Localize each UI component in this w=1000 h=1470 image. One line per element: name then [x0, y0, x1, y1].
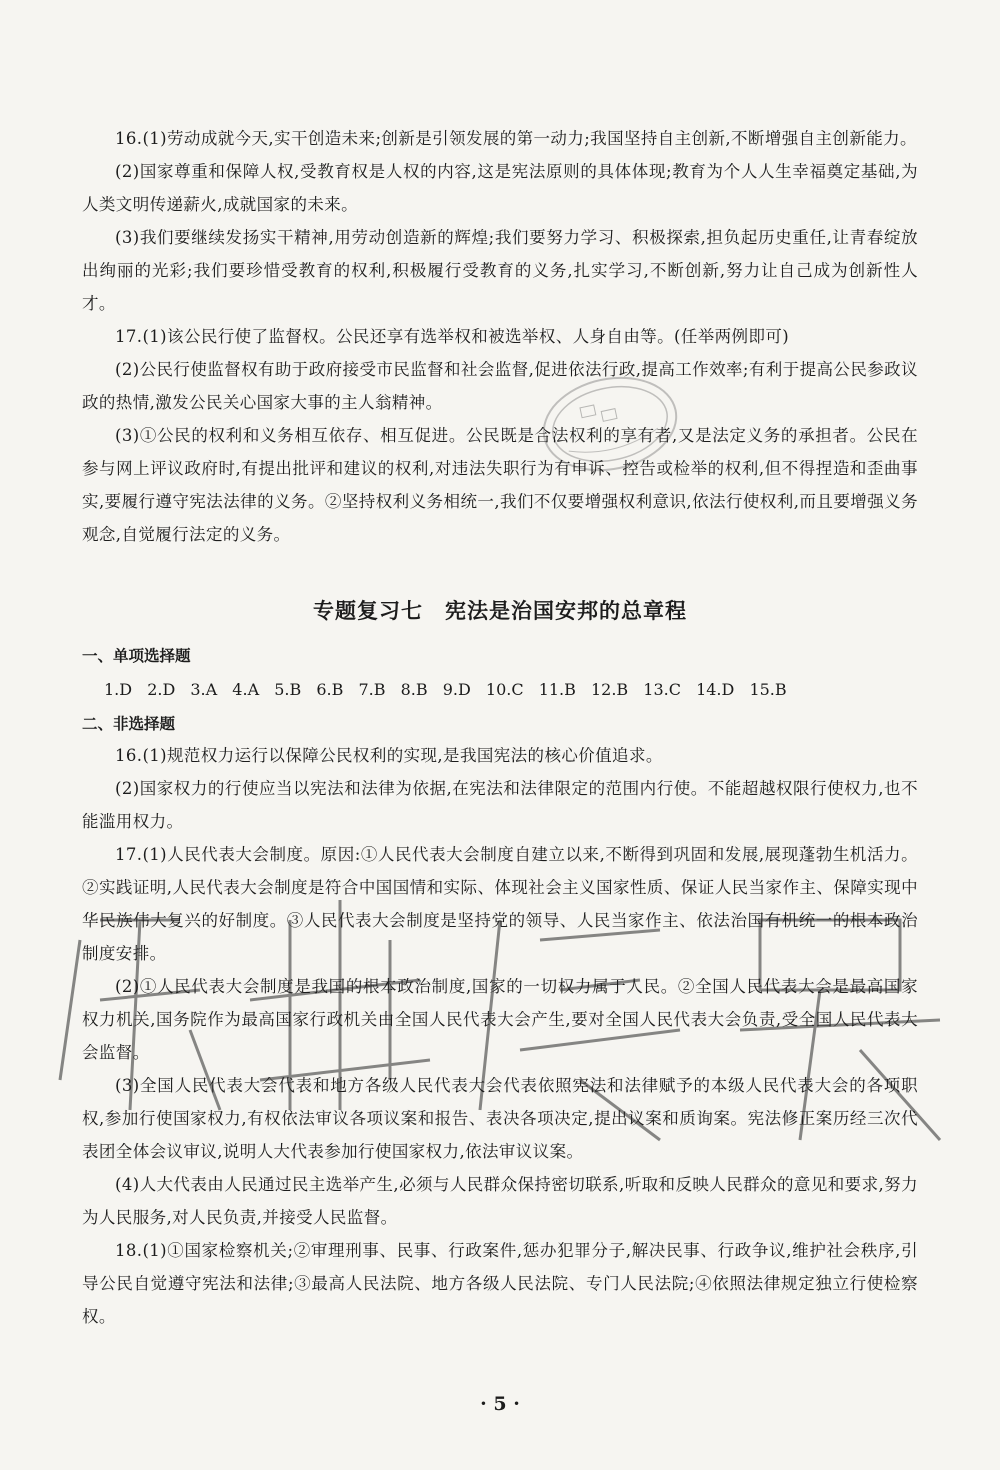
- prev-q16-part2: (2)国家尊重和保障人权,受教育权是人权的内容,这是宪法原则的具体体现;教育为个人人生幸福奠定基础,为人类文明传递薪火,成就国家的未来。: [82, 162, 918, 214]
- prev-q17-part2: (2)公民行使监督权有助于政府接受市民监督和社会监督,促进依法行政,提高工作效率;有利于提高公民参政议政的热情,激发公民关心国家大事的主人翁精神。: [82, 360, 918, 412]
- section-gap: [82, 551, 918, 595]
- answer-item: 12.B: [590, 680, 629, 699]
- non-choice-heading: 二、非选择题: [82, 715, 176, 733]
- answer-item: 9.D: [442, 680, 471, 699]
- answer-item: 15.B: [749, 680, 787, 699]
- q17-part3: (3)全国人民代表大会代表和地方各级人民代表大会代表依照宪法和法律赋予的本级人民代表大会的各项职权,参加行使国家权力,有权依法审议各项议案和报告、表决各项决定,提出议案和质询案。宪法修正案历经三次代表团全体会议审议,说明人大代表参加行使国家权力,依法审议议案。: [82, 1076, 918, 1161]
- q17-part1: 17.(1)人民代表大会制度。原因:①人民代表大会制度自建立以来,不断得到巩固和发展,展现蓬勃生机活力。②实践证明,人民代表大会制度是符合中国国情和实际、体现社会主义国家性质、保证人民当家作主、保障实现中华民族伟大复兴的好制度。③人民代表大会制度是坚持党的领导、人民当家作主、依法治国有机统一的根本政治制度安排。: [82, 845, 918, 963]
- answer-item: 2.D: [147, 680, 176, 699]
- q17-part4: (4)人大代表由人民通过民主选举产生,必须与人民群众保持密切联系,听取和反映人民群众的意见和要求,努力为人民服务,对人民负责,并接受人民监督。: [82, 1175, 918, 1227]
- answer-item: 1.D: [104, 680, 133, 699]
- q18-part1: 18.(1)①国家检察机关;②审理刑事、民事、行政案件,惩办犯罪分子,解决民事、行政争议,维护社会秩序,引导公民自觉遵守宪法和法律;③最高人民法院、地方各级人民法院、专门人民法院;④依照法律规定独立行使检察权。: [82, 1241, 918, 1326]
- answer-item: 10.C: [485, 680, 524, 699]
- multiple-choice-heading: 一、单项选择题: [82, 647, 191, 665]
- answer-item: 5.B: [274, 680, 302, 699]
- answer-item: 14.D: [696, 680, 735, 699]
- answer-item: 6.B: [316, 680, 344, 699]
- answer-item: 4.A: [232, 680, 260, 699]
- prev-q17-part3: (3)①公民的权利和义务相互依存、相互促进。公民既是合法权利的享有者,又是法定义务的承担者。公民在参与网上评议政府时,有提出批评和建议的权利,对违法失职行为有申诉、控告或检举的权利,但不得捏造和歪曲事实,要履行遵守宪法法律的义务。②坚持权利义务相统一,我们不仅要增强权利意识,依法行使权利,而且要增强义务观念,自觉履行法定的义务。: [82, 426, 918, 544]
- q16-part2: (2)国家权力的行使应当以宪法和法律为依据,在宪法和法律限定的范围内行使。不能超越权限行使权力,也不能滥用权力。: [82, 779, 918, 831]
- prev-q17-part1: 17.(1)该公民行使了监督权。公民还享有选举权和被选举权、人身自由等。(任举两例即可): [115, 327, 790, 346]
- prev-q16-part3: (3)我们要继续发扬实干精神,用劳动创造新的辉煌;我们要努力学习、积极探索,担负起历史重任,让青春绽放出绚丽的光彩;我们要珍惜受教育的权利,积极履行受教育的义务,扎实学习,不断创新,努力让自己成为创新性人才。: [82, 228, 918, 313]
- prev-q16-part1: 16.(1)劳动成就今天,实干创造未来;创新是引领发展的第一动力;我国坚持自主创新,不断增强自主创新能力。: [115, 129, 917, 148]
- answer-key-row: [82, 673, 918, 707]
- q17-part2: (2)①人民代表大会制度是我国的根本政治制度,国家的一切权力属于人民。②全国人民代表大会是最高国家权力机关,国务院作为最高国家行政机关由全国人民代表大会产生,要对全国人民代表大会负责,受全国人民代表大会监督。: [82, 977, 918, 1062]
- answer-item: 13.C: [643, 680, 681, 699]
- content-column: [82, 122, 918, 1333]
- answer-item: 8.B: [400, 680, 428, 699]
- answer-item: 3.A: [190, 680, 218, 699]
- q16-part1: 16.(1)规范权力运行以保障公民权利的实现,是我国宪法的核心价值追求。: [115, 746, 663, 765]
- section-title: 专题复习七 宪法是治国安邦的总章程: [313, 599, 687, 623]
- answer-item: 11.B: [538, 680, 576, 699]
- answer-item: 7.B: [358, 680, 386, 699]
- page-number: · 5 ·: [480, 1393, 520, 1415]
